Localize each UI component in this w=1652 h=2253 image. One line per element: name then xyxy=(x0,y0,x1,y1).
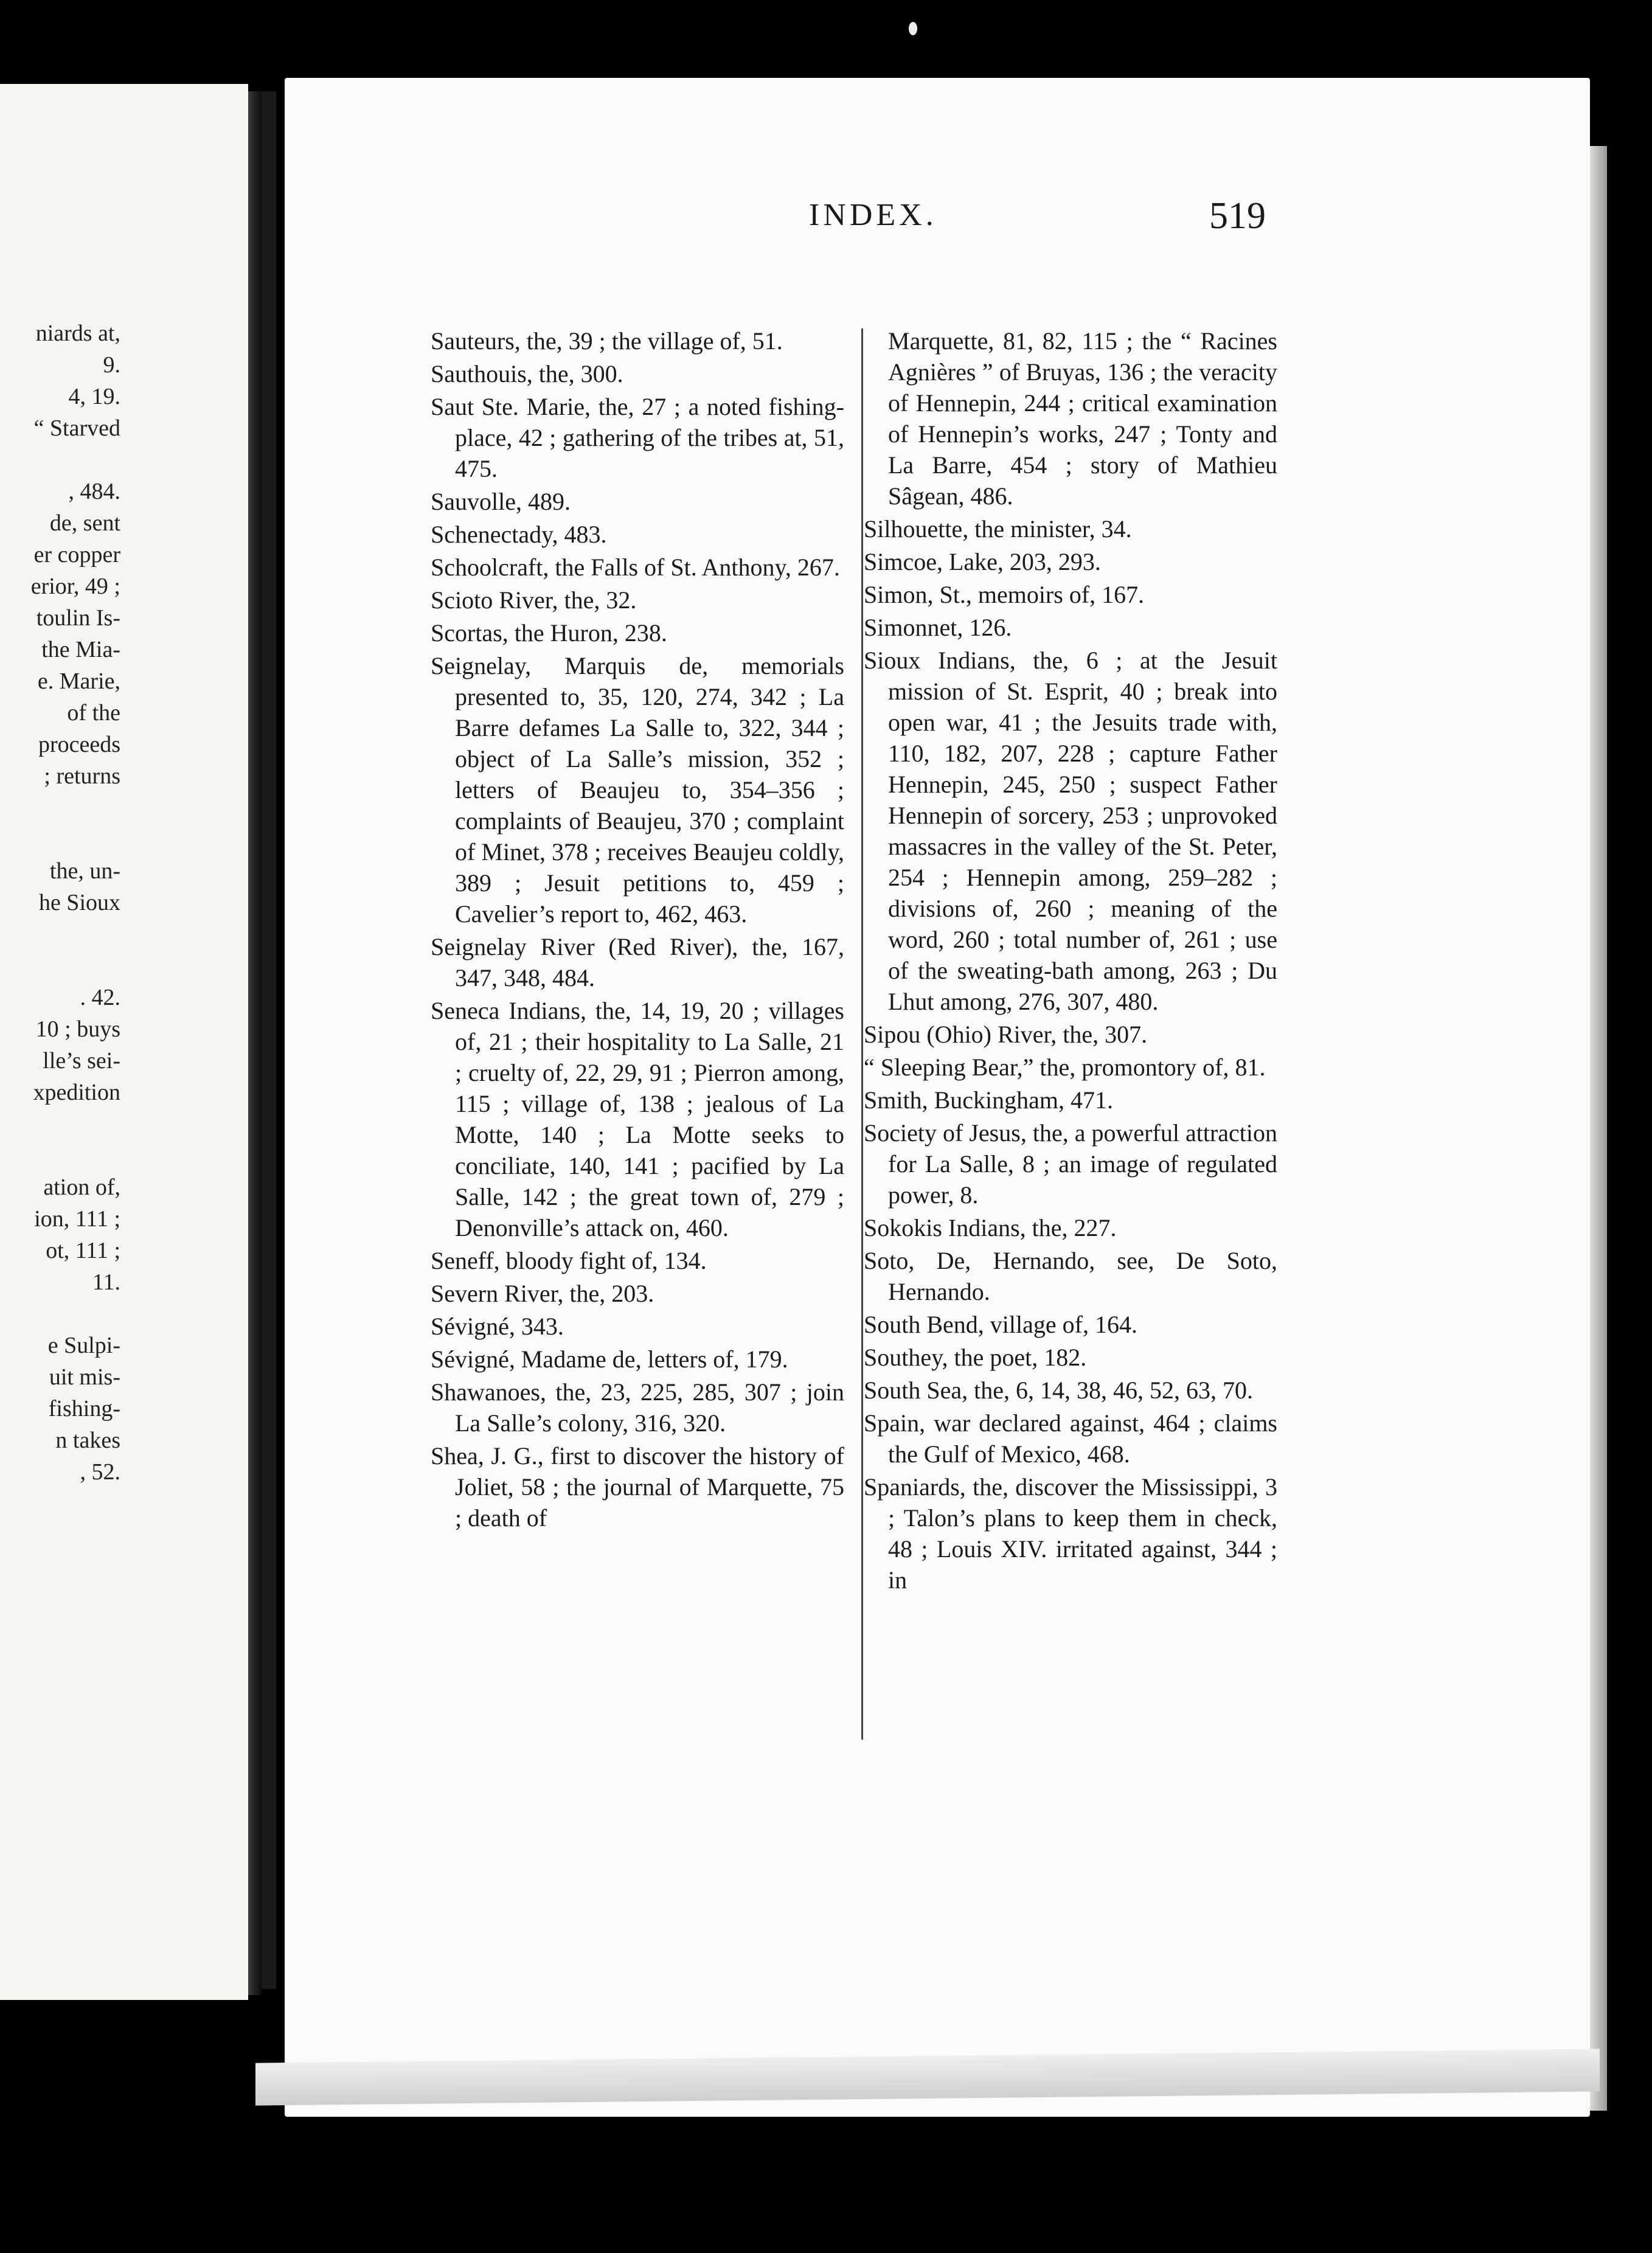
left-page-fragment: niards at, xyxy=(35,321,120,346)
index-entry: Sauthouis, the, 300. xyxy=(431,360,623,387)
left-page-fragment xyxy=(0,1108,120,1140)
scan-speck xyxy=(909,22,917,35)
left-page-fragment: proceeds xyxy=(38,732,120,757)
index-entry: Scioto River, the, 32. xyxy=(431,586,637,614)
index-entry: Simcoe, Lake, 203, 293. xyxy=(864,548,1101,575)
left-page-fragment: uit mis- xyxy=(49,1364,120,1390)
left-page-fragment: he Sioux xyxy=(38,890,120,915)
left-page-fragment xyxy=(0,918,120,950)
index-entry: Shea, J. G., first to discover the history of Joliet, 58 ; the journal of Marquette, 75 ; death of xyxy=(431,1442,844,1532)
index-entry: Sauvolle, 489. xyxy=(431,488,571,515)
index-entry: Schenectady, 483. xyxy=(431,521,607,548)
left-page-fragment: fishing- xyxy=(48,1396,120,1422)
left-page-fragment xyxy=(0,1140,120,1172)
gutter-shadow xyxy=(248,91,262,1995)
index-entry: Shawanoes, the, 23, 225, 285, 307 ; join La Salle’s colony, 316, 320. xyxy=(431,1378,844,1437)
left-page-fragment: 9. xyxy=(103,352,120,378)
index-entry: “ Sleeping Bear,” the, promontory of, 81. xyxy=(864,1054,1266,1081)
index-entry: Seignelay River (Red River), the, 167, 347, 348, 484. xyxy=(431,933,844,991)
left-page-fragment xyxy=(0,950,120,982)
index-entry: Spain, war declared against, 464 ; claims the Gulf of Mexico, 468. xyxy=(864,1409,1277,1468)
column-divider xyxy=(861,328,863,1740)
left-page-fragment: e. Marie, xyxy=(37,668,120,694)
running-title: INDEX. xyxy=(809,198,937,232)
page-edge xyxy=(1590,146,1607,2111)
index-entry: Sévigné, 343. xyxy=(431,1313,564,1340)
left-page-fragment: 4, 19. xyxy=(68,384,120,409)
left-page-fragment: the, un- xyxy=(49,858,120,884)
left-page-fragment: toulin Is- xyxy=(36,605,120,631)
left-page-fragment: ; returns xyxy=(44,763,120,789)
index-entry: Marquette, 81, 82, 115 ; the “ Racines Agnières ” of Bruyas, 136 ; the veracity of Hennepin, 244 ; critical examination of Hennepin’s works, 247 ; Tonty and La Barre, 454 ; story of Mathieu Sâgean, 486. xyxy=(888,327,1277,510)
left-page-fragment xyxy=(0,1298,120,1330)
index-entry: Sauteurs, the, 39 ; the village of, 51. xyxy=(431,327,783,355)
index-column-left xyxy=(431,325,844,1535)
left-page-fragment: xpedition xyxy=(33,1080,120,1105)
index-entry: Simon, St., memoirs of, 167. xyxy=(864,581,1145,608)
left-page-fragment: e Sulpi- xyxy=(47,1333,120,1358)
left-page-fragment xyxy=(0,792,120,824)
index-entry: Seneff, bloody fight of, 134. xyxy=(431,1247,707,1274)
left-page xyxy=(0,84,248,2000)
left-page-fragment: , 52. xyxy=(80,1459,120,1485)
index-entry: Schoolcraft, the Falls of St. Anthony, 267. xyxy=(431,554,840,581)
index-entry: Southey, the poet, 182. xyxy=(864,1344,1087,1371)
left-page-fragment: ation of, xyxy=(43,1175,120,1200)
left-page-fragment: of the xyxy=(67,700,120,726)
index-entry: South Sea, the, 6, 14, 38, 46, 52, 63, 70. xyxy=(864,1376,1253,1404)
book-spine xyxy=(262,91,276,1989)
left-page-fragment: ion, 111 ; xyxy=(34,1206,120,1232)
index-entry: Society of Jesus, the, a powerful attraction for La Salle, 8 ; an image of regulated power, 8. xyxy=(864,1119,1277,1209)
index-entry: Saut Ste. Marie, the, 27 ; a noted fishing-place, 42 ; gathering of the tribes at, 51, 475. xyxy=(431,393,844,482)
left-page-fragment: “ Starved xyxy=(33,415,120,441)
left-page-fragment: 11. xyxy=(92,1269,120,1295)
left-page-fragment: lle’s sei- xyxy=(43,1048,120,1074)
index-entry: Soto, De, Hernando, see, De Soto, Hernando. xyxy=(864,1247,1277,1305)
left-page-fragment: de, sent xyxy=(49,510,120,536)
index-entry: Sokokis Indians, the, 227. xyxy=(864,1214,1117,1241)
index-entry: Sipou (Ohio) River, the, 307. xyxy=(864,1021,1148,1048)
index-entry: Simonnet, 126. xyxy=(864,614,1012,641)
index-entry: Seignelay, Marquis de, memorials presented to, 35, 120, 274, 342 ; La Barre defames La Salle to, 322, 344 ; object of La Salle’s mission, 352 ; letters of Beaujeu to, 354–356 ; complaints of Beaujeu, 370 ; complaint of Minet, 378 ; receives Beaujeu coldly, 389 ; Jesuit petitions to, 459 ; Cavelier’s report to, 462, 463. xyxy=(431,652,844,928)
left-page-fragment: , 484. xyxy=(68,479,120,504)
left-page-fragment: erior, 49 ; xyxy=(30,574,120,599)
left-page-fragment: n takes xyxy=(55,1428,120,1453)
left-page-fragment: ot, 111 ; xyxy=(46,1238,120,1263)
index-entry: Sévigné, Madame de, letters of, 179. xyxy=(431,1345,788,1373)
index-column-right xyxy=(864,325,1277,1597)
index-entry: Sioux Indians, the, 6 ; at the Jesuit mission of St. Esprit, 40 ; break into open war, 41 ; the Jesuits trade with, 110, 182, 207, 228 ; capture Father Hennepin, 245, 250 ; suspect Father Hennepin of sorcery, 253 ; unprovoked massacres in the valley of the St. Peter, 254 ; Hennepin among, 259–282 ; divisions of, 260 ; meaning of the word, 260 ; total number of, 261 ; use of the sweating-bath among, 263 ; Du Lhut among, 276, 307, 480. xyxy=(864,647,1277,1015)
index-entry: South Bend, village of, 164. xyxy=(864,1311,1137,1338)
page-number: 519 xyxy=(1209,195,1266,237)
left-page-fragment xyxy=(0,824,120,855)
left-page-fragment: er copper xyxy=(33,542,120,568)
index-entry: Spaniards, the, discover the Mississippi, 3 ; Talon’s plans to keep them in check, 48 ; Louis XIV. irritated against, 344 ; in xyxy=(864,1473,1277,1594)
left-page-text-fragments xyxy=(0,318,120,1488)
index-entry: Smith, Buckingham, 471. xyxy=(864,1086,1113,1114)
index-entry: Seneca Indians, the, 14, 19, 20 ; villages of, 21 ; their hospitality to La Salle, 21 ; cruelty of, 22, 29, 91 ; Pierron among, 115 ; village of, 138 ; jealous of La Motte, 140 ; La Motte seeks to conciliate, 140, 141 ; pacified by La Salle, 142 ; the great town of, 279 ; Denonville’s attack on, 460. xyxy=(431,997,844,1241)
index-entry: Severn River, the, 203. xyxy=(431,1280,654,1307)
left-page-fragment: . 42. xyxy=(80,985,120,1010)
index-entry: Scortas, the Huron, 238. xyxy=(431,619,667,647)
left-page-fragment xyxy=(0,444,120,476)
left-page-fragment: 10 ; buys xyxy=(35,1016,120,1042)
left-page-fragment: the Mia- xyxy=(41,637,120,662)
index-entry: Silhouette, the minister, 34. xyxy=(864,515,1132,543)
